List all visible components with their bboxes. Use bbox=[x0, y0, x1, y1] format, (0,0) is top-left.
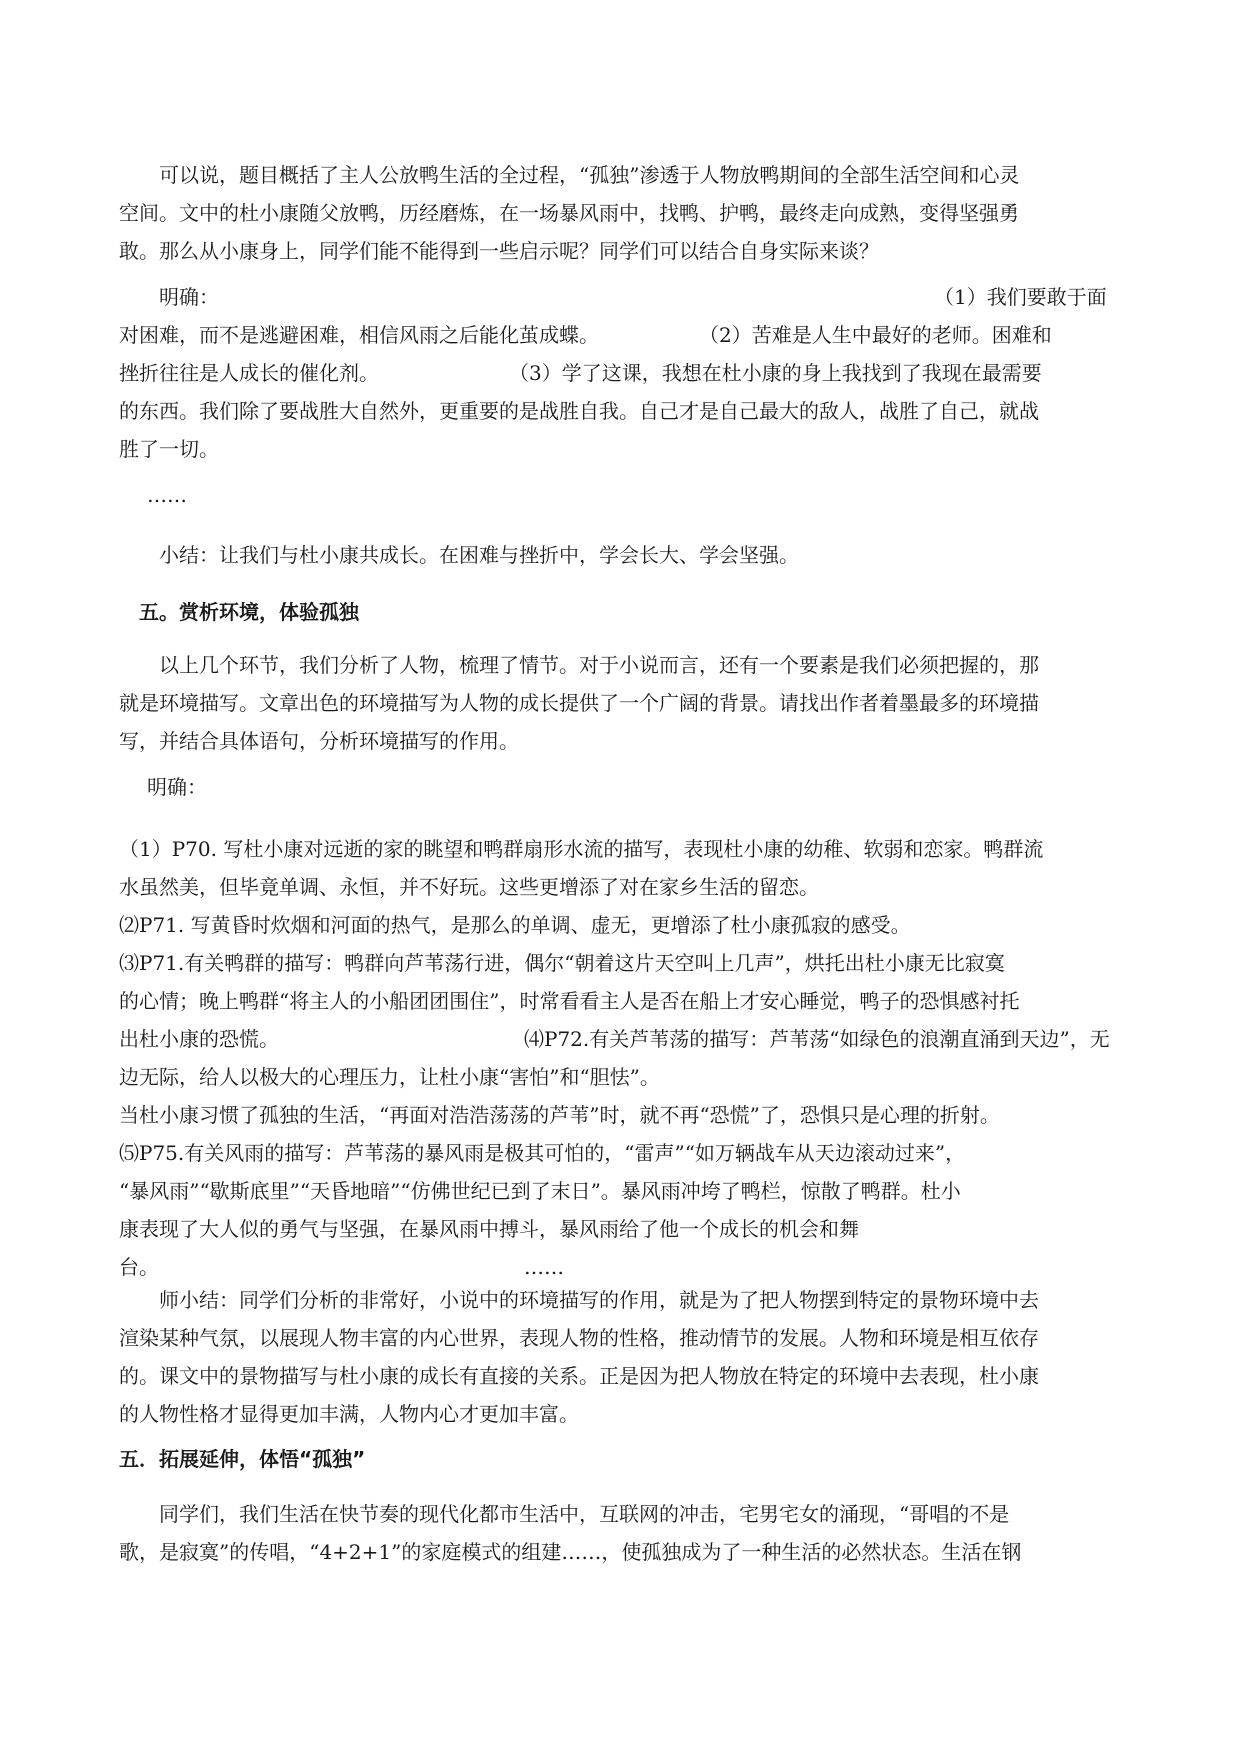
answer-2-label-text: 明确： bbox=[147, 775, 207, 799]
answer-1-point-2-start: （2）苦难是人生中最好的老师。困难和 bbox=[699, 323, 1052, 347]
answer-2-ellipsis: …… bbox=[524, 1255, 564, 1279]
answer-1-paragraph bbox=[119, 278, 1119, 468]
answer-2-line-2: 水虽然美，但毕竟单调、永恒，并不好玩。这些更增添了对在家乡生活的留恋。 bbox=[119, 875, 819, 899]
summary-1-text: 小结：让我们与杜小康共成长。在困难与挫折中，学会长大、学会坚强。 bbox=[159, 543, 799, 567]
answer-2-line-5: 的心情；晚上鸭群“将主人的小船团团围住”，时常看看主人是否在船上才安心睡觉，鸭子的恐惧感衬托 bbox=[119, 989, 1020, 1013]
answer-2-line-6 bbox=[119, 1020, 1119, 1058]
summary-1 bbox=[119, 536, 1119, 574]
answer-1-line-4: 的东西。我们除了要战胜大自然外，更重要的是战胜自我。自己才是自己最大的敌人，战胜了自己，就战 bbox=[119, 399, 1039, 423]
section-5a-line-2: 就是环境描写。文章出色的环境描写为人物的成长提供了一个广阔的背景。请找出作者着墨最多的环境描 bbox=[119, 691, 1039, 715]
answer-2-label bbox=[119, 768, 1119, 806]
answer-2-line-4: ⑶P71.有关鸭群的描写：鸭群向芦苇荡行进，偶尔“朝着这片天空叫上几声”，烘托出杜小康无比寂寞 bbox=[119, 951, 1005, 975]
summary-2-line-4: 的人物性格才显得更加丰满，人物内心才更加丰富。 bbox=[119, 1402, 579, 1426]
answer-1-point-3-start: （3）学了这课，我想在杜小康的身上我找到了我现在最需要 bbox=[509, 361, 1042, 385]
answer-2-line-7: 边无际，给人以极大的心理压力，让杜小康“害怕”和“胆怯”。 bbox=[119, 1065, 660, 1089]
section-5a-paragraph bbox=[119, 646, 1119, 760]
intro-paragraph bbox=[119, 156, 1119, 270]
answer-2-line-12-start: 台。 bbox=[119, 1255, 159, 1279]
answer-1-point-1-end: 对困难，而不是逃避困难，相信风雨之后能化茧成蝶。 bbox=[119, 323, 599, 347]
answer-1-line-5: 胜了一切。 bbox=[119, 437, 219, 461]
section-5a-line-3: 写，并结合具体语句，分析环境描写的作用。 bbox=[119, 729, 519, 753]
answer-2-line-3: ⑵P71. 写黄昏时炊烟和河面的热气，是那么的单调、虚无，更增添了杜小康孤寂的感受。 bbox=[119, 913, 911, 937]
intro-line-1: 可以说，题目概括了主人公放鸭生活的全过程，“孤独”渗透于人物放鸭期间的全部生活空间和心灵 bbox=[159, 163, 1020, 187]
section-5a-line-1: 以上几个环节，我们分析了人物，梳理了情节。对于小说而言，还有一个要素是我们必须把握的，那 bbox=[159, 653, 1039, 677]
section-5b-line-1: 同学们，我们生活在快节奏的现代化都市生活中，互联网的冲击，宅男宅女的涌现，“哥唱的不是 bbox=[159, 1502, 1010, 1526]
section-5a-heading-text: 五。赏析环境，体验孤独 bbox=[139, 600, 359, 624]
answer-2-line-8: 当杜小康习惯了孤独的生活，“再面对浩浩荡荡的芦苇”时，就不再“恐慌”了，恐惧只是心理的折射。 bbox=[119, 1103, 1000, 1127]
ellipsis-1-text: …… bbox=[147, 483, 187, 507]
answer-2-line-1: （1）P70. 写杜小康对远逝的家的眺望和鸭群扇形水流的描写，表现杜小康的幼稚、软弱和恋家。鸭群流 bbox=[119, 837, 1044, 861]
answer-1-point-2-end: 挫折往往是人成长的催化剂。 bbox=[119, 361, 379, 385]
intro-line-2: 空间。文中的杜小康随父放鸭，历经磨炼，在一场暴风雨中，找鸭、护鸭，最终走向成熟，变得坚强勇 bbox=[119, 201, 1019, 225]
summary-2 bbox=[119, 1281, 1119, 1433]
summary-2-line-1: 师小结：同学们分析的非常好，小说中的环境描写的作用，就是为了把人物摆到特定的景物环境中去 bbox=[159, 1288, 1039, 1312]
summary-2-line-2: 渲染某种气氛，以展现人物丰富的内心世界，表现人物的性格，推动情节的发展。人物和环境是相互依存 bbox=[119, 1326, 1039, 1350]
ellipsis-1 bbox=[119, 476, 1119, 514]
answer-2-line-11: 康表现了大人似的勇气与坚强，在暴风雨中搏斗，暴风雨给了他一个成长的机会和舞 bbox=[119, 1217, 859, 1241]
section-5a-heading bbox=[119, 593, 1119, 631]
answer-1-line-3 bbox=[119, 354, 1119, 392]
answer-2-line-6-end: ⑷P72.有关芦苇荡的描写：芦苇荡“如绿色的浪潮直涌到天边”，无 bbox=[524, 1027, 1110, 1051]
intro-line-3: 敢。那么从小康身上，同学们能不能得到一些启示呢？同学们可以结合自身实际来谈？ bbox=[119, 239, 879, 263]
section-5b-heading bbox=[119, 1440, 1119, 1478]
answer-2-line-9: ⑸P75.有关风雨的描写：芦苇荡的暴风雨是极其可怕的，“雷声”“如万辆战车从天边滚动过来”， bbox=[119, 1141, 966, 1165]
answer-1-label: 明确： bbox=[159, 285, 219, 309]
section-5b-paragraph bbox=[119, 1495, 1119, 1571]
summary-2-line-3: 的。课文中的景物描写与杜小康的成长有直接的关系。正是因为把人物放在特定的环境中去表现，杜小康 bbox=[119, 1364, 1039, 1388]
answer-2-line-6-start: 出杜小康的恐慌。 bbox=[119, 1027, 279, 1051]
answer-1-point-1-start: （1）我们要敢于面 bbox=[934, 285, 1107, 309]
section-5b-line-2: 歌，是寂寞”的传唱，“4+2+1”的家庭模式的组建……，使孤独成为了一种生活的必然状态。生活在钢 bbox=[119, 1540, 1022, 1564]
section-5b-heading-text: 五．拓展延伸，体悟“孤独” bbox=[119, 1447, 366, 1471]
answer-1-line-1 bbox=[119, 278, 1119, 316]
answer-1-line-2 bbox=[119, 316, 1119, 354]
answer-2-line-10: “暴风雨”“歇斯底里”“天昏地暗”“仿佛世纪已到了末日”。暴风雨冲垮了鸭栏，惊散了鸭群。杜小 bbox=[119, 1179, 961, 1203]
answer-2-list bbox=[119, 830, 1119, 1286]
